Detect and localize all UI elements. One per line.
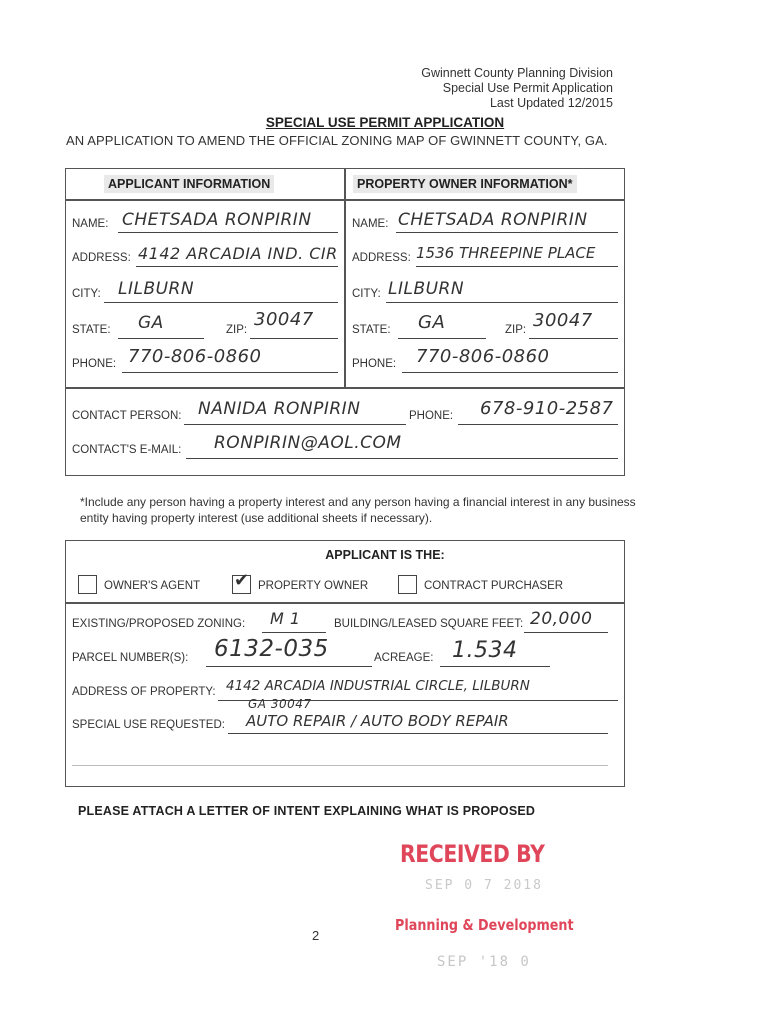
applicant-city-value[interactable]: LILBURN [118, 279, 195, 299]
owner-city-value[interactable]: LILBURN [388, 279, 465, 299]
applicant-name-label: NAME: [72, 218, 109, 230]
applicant-phone-line [122, 372, 338, 373]
special-use-value[interactable]: AUTO REPAIR / AUTO BODY REPAIR [246, 712, 509, 730]
acreage-label: ACREAGE: [374, 652, 434, 664]
applicant-state-label: STATE: [72, 324, 111, 336]
page-number: 2 [312, 928, 320, 943]
contact-phone-value[interactable]: 678-910-2587 [480, 398, 614, 419]
column-divider [344, 168, 346, 388]
header-form-name: Special Use Permit Application [442, 81, 613, 95]
parcel-label: PARCEL NUMBER(S): [72, 652, 189, 664]
attach-letter-notice: PLEASE ATTACH A LETTER OF INTENT EXPLAINING WHAT IS PROPOSED [78, 804, 536, 818]
applicant-phone-value[interactable]: 770-806-0860 [128, 346, 262, 367]
parcel-line [206, 666, 372, 667]
zoning-label: EXISTING/PROPOSED ZONING: [72, 618, 246, 630]
contract-purchaser-label: CONTRACT PURCHASER [424, 580, 564, 592]
applicant-zip-value[interactable]: 30047 [254, 309, 314, 330]
sqft-label: BUILDING/LEASED SQUARE FEET: [334, 618, 524, 630]
applicant-name-line [118, 232, 338, 233]
received-stamp-date-secondary: SEP '18 0 [437, 954, 531, 970]
applicant-zip-line [250, 338, 338, 339]
page-subtitle: AN APPLICATION TO AMEND THE OFFICIAL ZONING MAP OF GWINNETT COUNTY, GA. [66, 133, 608, 148]
owner-phone-value[interactable]: 770-806-0860 [416, 346, 550, 367]
checkmark-icon: ✔ [234, 570, 250, 591]
acreage-line [440, 666, 550, 667]
applicant-zip-label: ZIP: [226, 324, 248, 336]
special-use-extra-line [72, 765, 608, 766]
owner-state-label: STATE: [352, 324, 391, 336]
owner-phone-line [402, 372, 618, 373]
contact-person-line [184, 424, 406, 425]
applicant-city-line [104, 302, 338, 303]
contact-divider [65, 387, 625, 389]
contact-email-value[interactable]: RONPIRIN@AOL.COM [214, 433, 402, 453]
owner-address-value[interactable]: 1536 THREEPINE PLACE [416, 244, 596, 262]
property-address-value[interactable]: 4142 ARCADIA INDUSTRIAL CIRCLE, LILBURN [226, 678, 530, 694]
applicant-name-value[interactable]: CHETSADA RONPIRIN [122, 210, 312, 230]
applicant-address-label: ADDRESS: [72, 252, 131, 264]
owner-name-value[interactable]: CHETSADA RONPIRIN [398, 210, 588, 230]
owner-info-heading: PROPERTY OWNER INFORMATION* [353, 175, 577, 193]
owner-city-line [386, 302, 618, 303]
contract-purchaser-checkbox[interactable] [398, 575, 417, 594]
contact-phone-line [458, 424, 618, 425]
property-owner-label: PROPERTY OWNER [258, 580, 369, 592]
zoning-value[interactable]: M 1 [270, 609, 301, 628]
form-header [421, 66, 613, 111]
applicant-address-line [136, 266, 338, 267]
applicant-state-value[interactable]: GA [138, 313, 164, 333]
contact-person-value[interactable]: NANIDA RONPIRIN [198, 399, 361, 419]
owner-name-line [396, 232, 618, 233]
contact-phone-label: PHONE: [409, 410, 454, 422]
owner-state-line [398, 338, 486, 339]
owner-zip-label: ZIP: [505, 324, 527, 336]
special-use-label: SPECIAL USE REQUESTED: [72, 719, 225, 731]
page-title: SPECIAL USE PERMIT APPLICATION [265, 115, 505, 130]
applicant-info-heading: APPLICANT INFORMATION [104, 175, 274, 193]
owner-state-value[interactable]: GA [418, 312, 446, 333]
applicant-address-value[interactable]: 4142 ARCADIA IND. CIR [138, 244, 338, 263]
parcel-value[interactable]: 6132-035 [214, 636, 329, 662]
acreage-value[interactable]: 1.534 [452, 638, 518, 663]
contact-email-line [186, 458, 618, 459]
owner-address-label: ADDRESS: [352, 252, 411, 264]
header-last-updated: Last Updated 12/2015 [489, 96, 613, 110]
interest-footnote: *Include any person having a property interest and any person having a financial interest in any business entity having property interest (use additional sheets if necessary). [80, 495, 636, 525]
owners-agent-checkbox[interactable] [78, 575, 97, 594]
owner-name-label: NAME: [352, 218, 389, 230]
applicant-type-divider [65, 602, 625, 604]
owner-phone-label: PHONE: [352, 358, 397, 370]
contact-email-label: CONTACT'S E-MAIL: [72, 444, 182, 456]
property-address-label: ADDRESS OF PROPERTY: [72, 686, 216, 698]
owner-city-label: CITY: [352, 288, 381, 300]
applicant-is-heading: APPLICANT IS THE: [325, 548, 445, 562]
sqft-line [524, 632, 608, 633]
owner-zip-value[interactable]: 30047 [533, 310, 593, 331]
property-address-value-line2[interactable]: GA 30047 [248, 697, 312, 711]
owner-zip-line [529, 338, 618, 339]
received-stamp-title: RECEIVED BY [400, 840, 545, 868]
zoning-line [262, 632, 326, 633]
sqft-value[interactable]: 20,000 [530, 609, 593, 629]
owner-address-line [416, 266, 618, 267]
received-stamp-department: Planning & Development [395, 916, 574, 934]
special-use-line [228, 733, 608, 734]
applicant-state-line [118, 338, 204, 339]
received-stamp-date: SEP 0 7 2018 [425, 878, 543, 893]
heading-divider [65, 199, 625, 201]
header-division: Gwinnett County Planning Division [421, 66, 613, 80]
contact-person-label: CONTACT PERSON: [72, 410, 182, 422]
applicant-phone-label: PHONE: [72, 358, 117, 370]
applicant-city-label: CITY: [72, 288, 101, 300]
owners-agent-label: OWNER'S AGENT [104, 580, 201, 592]
